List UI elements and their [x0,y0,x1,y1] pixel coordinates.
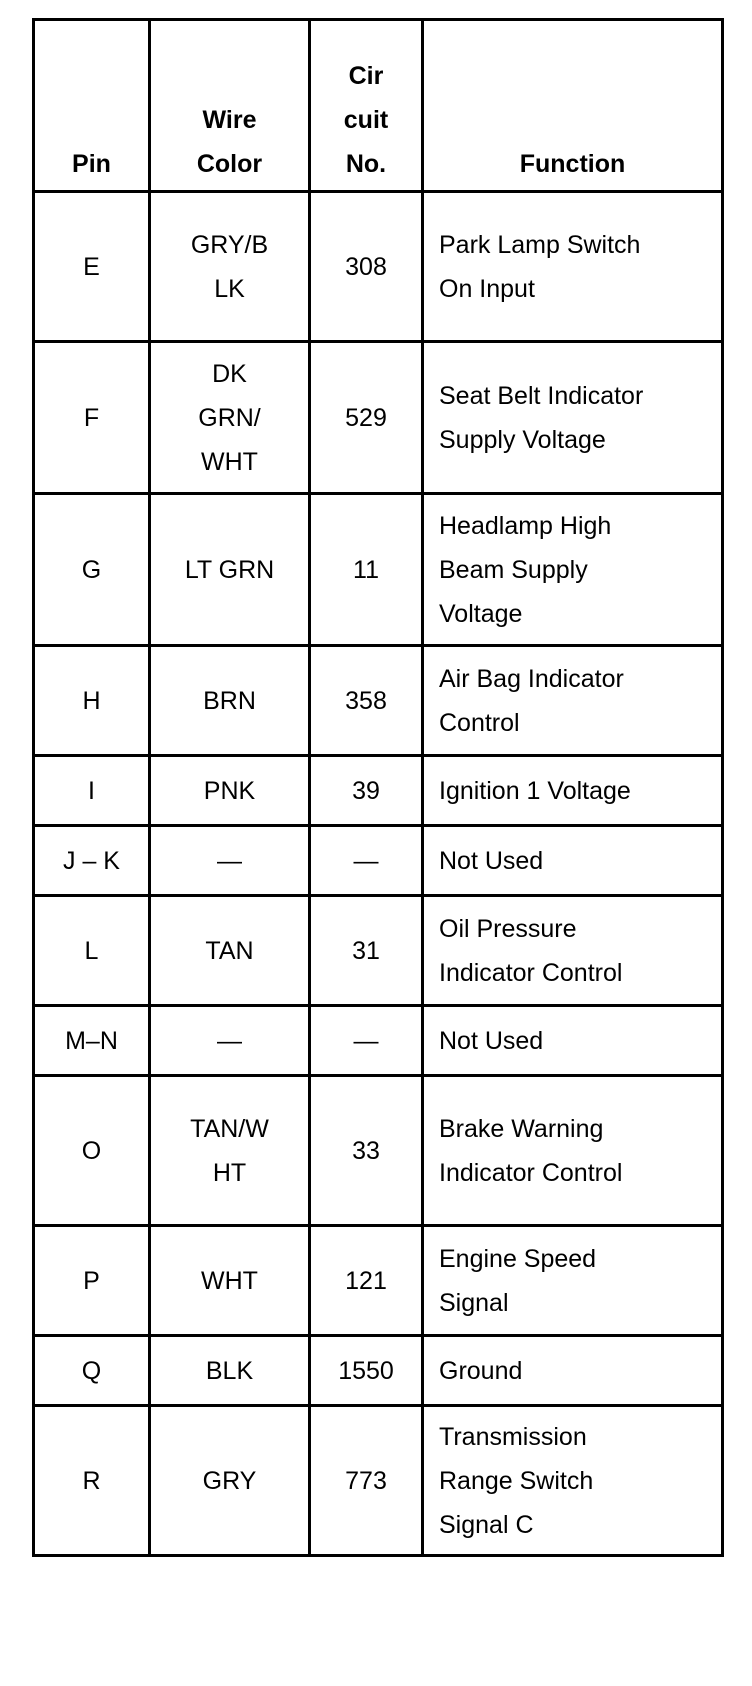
wire-color-line: — [217,1026,242,1055]
function-line: Range Switch [439,1466,594,1495]
table-row [34,494,723,646]
function-cell [423,1006,723,1076]
wire-color-cell [150,756,310,826]
wire-color-cell [150,826,310,896]
wire-color-line: LK [214,274,245,303]
function-line: Signal [439,1288,509,1317]
function-line: Headlamp High [439,511,612,540]
wire-color-cell [150,494,310,646]
function-line: Engine Speed [439,1244,597,1273]
pin-cell: F [34,342,150,494]
table-header-row [34,20,723,192]
function-cell [423,646,723,756]
table-row [34,826,723,896]
pin-cell: E [34,192,150,342]
function-line: Supply Voltage [439,425,606,454]
function-line: Ignition 1 Voltage [439,776,631,805]
function-line: Park Lamp Switch [439,230,641,259]
wire-color-cell [150,896,310,1006]
circuit-number-cell: 308 [310,192,423,342]
function-line: Transmission [439,1422,587,1451]
wire-color-cell [150,1006,310,1076]
table-row [34,1406,723,1556]
circuit-number-cell: 773 [310,1406,423,1556]
function-cell [423,1076,723,1226]
wire-color-line: TAN/W [190,1114,269,1143]
wire-color-cell [150,342,310,494]
circuit-number-cell: 31 [310,896,423,1006]
function-cell [423,896,723,1006]
wire-color-line: GRY [202,1466,257,1495]
function-line: Air Bag Indicator [439,664,624,693]
function-cell [423,826,723,896]
header-circuit-no: Cir cuit No. [310,20,423,192]
pin-cell: O [34,1076,150,1226]
table-row [34,342,723,494]
wire-color-line: — [217,846,242,875]
function-line: Indicator Control [439,958,623,987]
function-line: Seat Belt Indicator [439,381,644,410]
function-cell [423,1226,723,1336]
table-row [34,646,723,756]
pin-cell: I [34,756,150,826]
circuit-number-cell: 39 [310,756,423,826]
function-line: Indicator Control [439,1158,623,1187]
wire-color-line: WHT [201,447,258,476]
wire-color-line: PNK [203,776,256,805]
circuit-number-cell: 121 [310,1226,423,1336]
table-row [34,1336,723,1406]
wire-color-line: GRY/B [190,230,269,259]
wire-color-cell [150,1406,310,1556]
table-row [34,1226,723,1336]
wire-color-cell [150,192,310,342]
table-row [34,1076,723,1226]
function-cell [423,192,723,342]
wire-color-line: TAN [205,936,254,965]
circuit-number-cell: 11 [310,494,423,646]
wire-color-line: WHT [201,1266,258,1295]
table-row [34,896,723,1006]
wire-color-line: GRN/ [198,403,261,432]
pin-cell: H [34,646,150,756]
pin-cell: J – K [34,826,150,896]
function-line: Ground [439,1356,523,1385]
function-cell [423,1406,723,1556]
pin-cell: L [34,896,150,1006]
function-line: On Input [439,274,535,303]
wire-color-cell [150,1226,310,1336]
table-body [34,192,723,1556]
header-function: Function [423,20,723,192]
wire-color-cell [150,646,310,756]
pin-cell: M–N [34,1006,150,1076]
wire-color-line: HT [212,1158,247,1187]
function-line: Not Used [439,846,544,875]
wire-color-line: DK [212,359,247,388]
circuit-number-cell: 529 [310,342,423,494]
table-row [34,756,723,826]
header-wire-color: Wire Color [150,20,310,192]
function-line: Not Used [439,1026,544,1055]
circuit-number-cell: — [310,1006,423,1076]
table-row [34,1006,723,1076]
header-pin: Pin [34,20,150,192]
function-line: Signal C [439,1510,534,1539]
function-line: Beam Supply [439,555,588,584]
circuit-number-cell: — [310,826,423,896]
function-line: Brake Warning [439,1114,604,1143]
circuit-number-cell: 1550 [310,1336,423,1406]
function-cell [423,494,723,646]
pin-cell: G [34,494,150,646]
pin-cell: R [34,1406,150,1556]
wire-color-cell [150,1076,310,1226]
wire-color-line: BLK [205,1356,254,1385]
pin-function-table [32,18,724,1557]
wire-color-line: LT GRN [184,555,275,584]
function-cell [423,1336,723,1406]
function-line: Control [439,708,520,737]
table-row [34,192,723,342]
wire-color-line: BRN [203,686,256,715]
function-cell [423,342,723,494]
circuit-number-cell: 358 [310,646,423,756]
function-cell [423,756,723,826]
wire-color-cell [150,1336,310,1406]
function-line: Oil Pressure [439,914,577,943]
pin-cell: Q [34,1336,150,1406]
pin-cell: P [34,1226,150,1336]
circuit-number-cell: 33 [310,1076,423,1226]
function-line: Voltage [439,599,523,628]
